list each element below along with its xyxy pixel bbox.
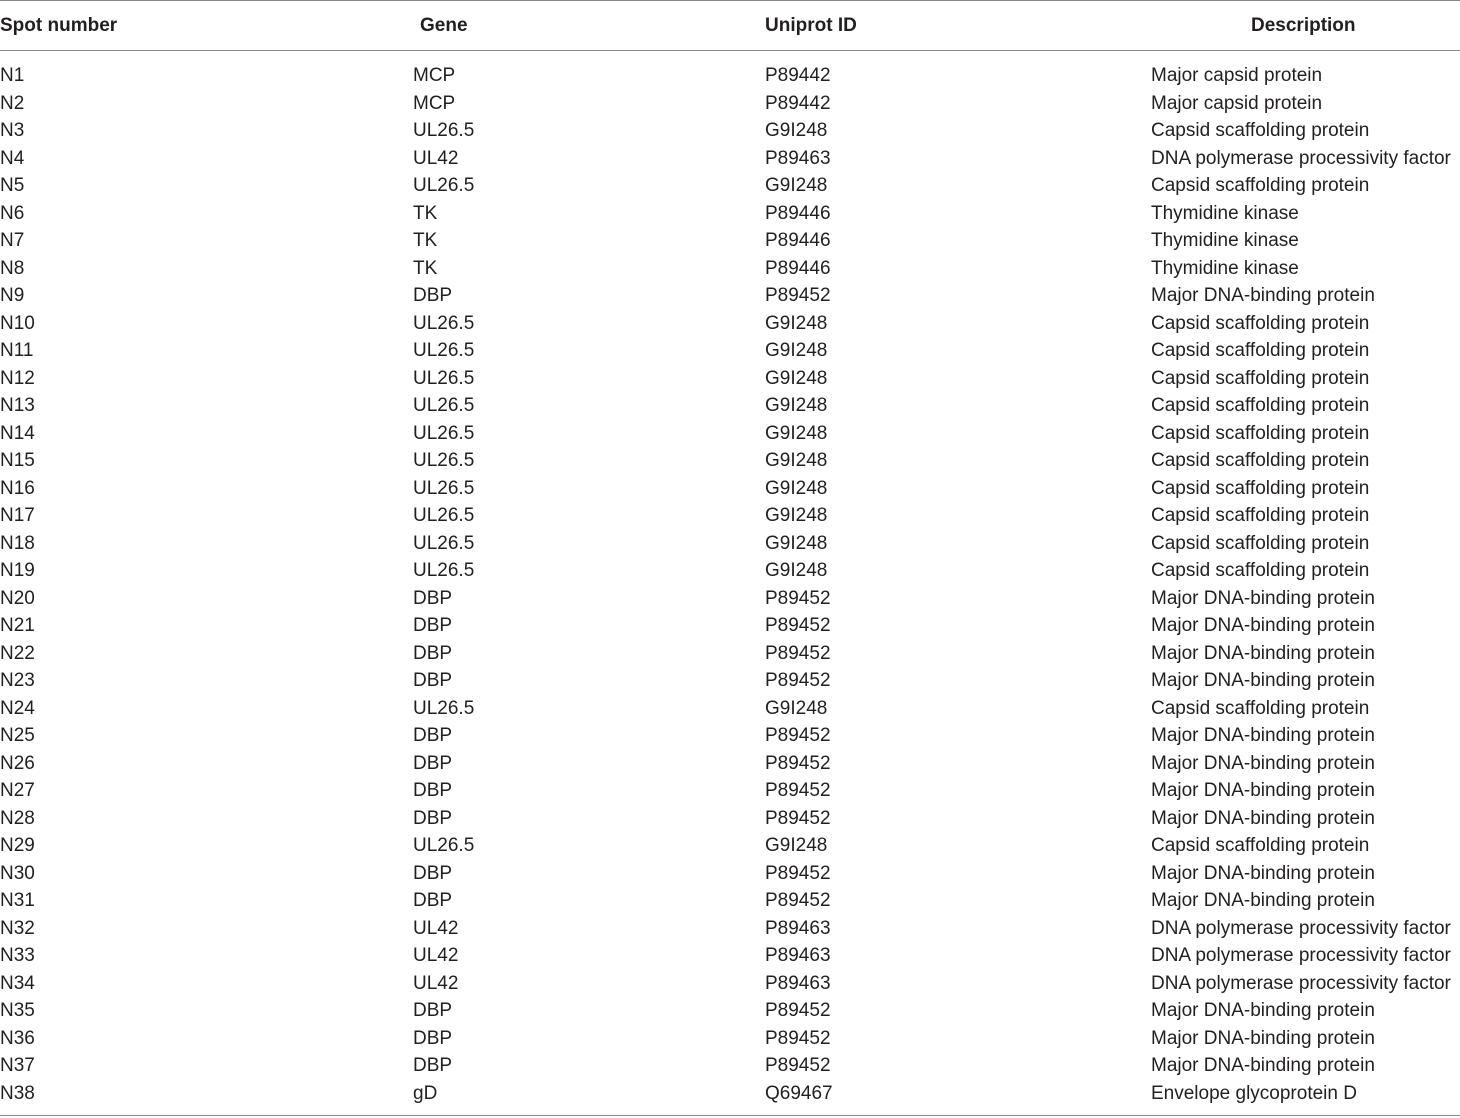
cell-spot-number: N20 [0,587,35,609]
cell-spot-number: N3 [0,120,25,141]
cell-uniprot-id: P89452 [765,725,831,746]
cell-description: Capsid scaffolding protein [1151,560,1370,581]
cell-uniprot-id: P89446 [765,202,831,224]
table-row [0,942,1460,970]
cell-spot-number: N10 [0,312,35,334]
cell-uniprot-id: P89446 [765,230,831,251]
cell-uniprot-id: P89463 [765,945,831,966]
cell-description: Capsid scaffolding protein [1151,340,1370,361]
cell-uniprot-id: P89463 [765,972,831,994]
table-row [0,750,1460,778]
cell-spot-number: N27 [0,780,35,801]
table-header-rule [0,50,1460,51]
cell-gene: DBP [413,1000,453,1021]
cell-uniprot-id: P89452 [765,1055,831,1076]
cell-gene: UL26.5 [413,477,475,499]
cell-spot-number: N34 [0,972,35,994]
table-row [0,695,1460,723]
cell-gene: gD [413,1082,438,1104]
cell-description: Capsid scaffolding protein [1151,312,1370,334]
cell-gene: UL26.5 [413,175,475,196]
table-row [0,915,1460,943]
table-header-row [0,0,1460,50]
cell-gene: DBP [413,615,453,636]
table-row [0,117,1460,145]
cell-uniprot-id: P89446 [765,257,831,279]
cell-description: Major DNA-binding protein [1151,587,1375,609]
cell-spot-number: N26 [0,752,35,774]
cell-spot-number: N2 [0,92,25,114]
cell-spot-number: N30 [0,862,35,884]
cell-description: Capsid scaffolding protein [1151,175,1370,196]
header-description: Description [1251,15,1356,36]
cell-description: Capsid scaffolding protein [1151,450,1370,471]
cell-uniprot-id: G9I248 [765,477,828,499]
cell-gene: UL26.5 [413,422,475,444]
cell-uniprot-id: G9I248 [765,395,828,416]
cell-spot-number: N16 [0,477,35,499]
cell-gene: UL26.5 [413,120,475,141]
header-uniprot-id: Uniprot ID [765,15,857,36]
table-row [0,1025,1460,1053]
cell-gene: UL42 [413,972,459,994]
cell-spot-number: N8 [0,257,25,279]
cell-spot-number: N36 [0,1027,35,1049]
cell-description: Capsid scaffolding protein [1151,395,1370,416]
cell-gene: DBP [413,670,453,691]
cell-uniprot-id: P89452 [765,862,831,884]
cell-spot-number: N35 [0,1000,35,1021]
header-gene: Gene [420,15,468,36]
cell-spot-number: N32 [0,917,35,939]
cell-uniprot-id: P89452 [765,642,831,664]
cell-description: DNA polymerase processivity factor [1151,945,1451,966]
cell-spot-number: N22 [0,642,35,664]
cell-uniprot-id: G9I248 [765,450,828,471]
cell-description: Major DNA-binding protein [1151,725,1375,746]
cell-description: Capsid scaffolding protein [1151,477,1370,499]
cell-uniprot-id: P89452 [765,1000,831,1021]
cell-description: Major DNA-binding protein [1151,862,1375,884]
cell-description: Thymidine kinase [1151,230,1299,251]
cell-description: DNA polymerase processivity factor [1151,972,1451,994]
cell-description: Major DNA-binding protein [1151,615,1375,636]
cell-uniprot-id: G9I248 [765,340,828,361]
cell-description: Major DNA-binding protein [1151,807,1375,829]
cell-spot-number: N12 [0,367,35,389]
table-row [0,475,1460,503]
cell-gene: TK [413,230,438,251]
cell-uniprot-id: P89452 [765,670,831,691]
cell-description: Major DNA-binding protein [1151,1027,1375,1049]
cell-description: Capsid scaffolding protein [1151,505,1370,526]
cell-uniprot-id: P89452 [765,780,831,801]
cell-uniprot-id: G9I248 [765,505,828,526]
cell-spot-number: N15 [0,450,35,471]
cell-description: Capsid scaffolding protein [1151,120,1370,141]
table-row [0,557,1460,585]
cell-uniprot-id: Q69467 [765,1082,833,1104]
cell-gene: DBP [413,1027,453,1049]
cell-gene: DBP [413,285,453,306]
cell-description: DNA polymerase processivity factor [1151,147,1451,169]
cell-gene: MCP [413,65,456,86]
cell-gene: UL26.5 [413,340,475,361]
cell-spot-number: N31 [0,890,35,911]
cell-description: Major DNA-binding protein [1151,890,1375,911]
cell-spot-number: N38 [0,1082,35,1104]
cell-uniprot-id: P89452 [765,752,831,774]
table-row [0,777,1460,805]
table-row [0,420,1460,448]
cell-spot-number: N9 [0,285,25,306]
table-row [0,255,1460,283]
cell-gene: TK [413,257,438,279]
table-row [0,997,1460,1025]
cell-gene: UL26.5 [413,395,475,416]
cell-description: Capsid scaffolding protein [1151,697,1370,719]
cell-uniprot-id: P89452 [765,615,831,636]
cell-uniprot-id: G9I248 [765,697,828,719]
cell-uniprot-id: G9I248 [765,835,828,856]
cell-gene: UL42 [413,945,459,966]
table-row [0,310,1460,338]
cell-gene: UL26.5 [413,450,475,471]
cell-description: Major DNA-binding protein [1151,752,1375,774]
cell-gene: UL26.5 [413,835,475,856]
cell-spot-number: N4 [0,147,25,169]
table-row [0,337,1460,365]
table-row [0,227,1460,255]
cell-gene: DBP [413,587,453,609]
cell-spot-number: N14 [0,422,35,444]
cell-spot-number: N11 [0,340,34,361]
table-row [0,1080,1460,1108]
cell-spot-number: N17 [0,505,35,526]
cell-description: DNA polymerase processivity factor [1151,917,1451,939]
cell-gene: UL42 [413,147,459,169]
cell-spot-number: N6 [0,202,25,224]
cell-gene: DBP [413,780,453,801]
cell-gene: DBP [413,725,453,746]
cell-spot-number: N29 [0,835,35,856]
cell-uniprot-id: P89442 [765,65,831,86]
cell-gene: TK [413,202,438,224]
table-row [0,502,1460,530]
cell-description: Major DNA-binding protein [1151,1000,1375,1021]
cell-uniprot-id: G9I248 [765,560,828,581]
cell-uniprot-id: P89463 [765,147,831,169]
cell-description: Capsid scaffolding protein [1151,532,1370,554]
cell-gene: DBP [413,1055,453,1076]
table-row [0,200,1460,228]
cell-description: Capsid scaffolding protein [1151,367,1370,389]
header-spot-number: Spot number [0,15,118,36]
cell-spot-number: N19 [0,560,35,581]
table-row [0,667,1460,695]
cell-spot-number: N28 [0,807,35,829]
table-row [0,970,1460,998]
table-row [0,365,1460,393]
table-bottom-rule [0,1115,1460,1116]
table-row [0,282,1460,310]
cell-uniprot-id: P89442 [765,92,831,114]
table-row [0,447,1460,475]
cell-spot-number: N37 [0,1055,35,1076]
table-row [0,62,1460,90]
cell-uniprot-id: P89463 [765,917,831,939]
cell-gene: DBP [413,890,453,911]
cell-gene: UL26.5 [413,560,475,581]
table-row [0,887,1460,915]
table-row [0,1052,1460,1080]
cell-description: Major DNA-binding protein [1151,670,1375,691]
table-body [0,62,1460,1107]
cell-description: Capsid scaffolding protein [1151,422,1370,444]
cell-uniprot-id: G9I248 [765,532,828,554]
cell-description: Major capsid protein [1151,92,1323,114]
cell-gene: DBP [413,752,453,774]
cell-gene: DBP [413,642,453,664]
cell-description: Major DNA-binding protein [1151,780,1375,801]
cell-uniprot-id: P89452 [765,285,831,306]
cell-spot-number: N23 [0,670,35,691]
table-row [0,585,1460,613]
cell-gene: UL26.5 [413,532,475,554]
cell-spot-number: N25 [0,725,35,746]
cell-spot-number: N7 [0,230,25,251]
table-row [0,612,1460,640]
table-row [0,722,1460,750]
cell-description: Thymidine kinase [1151,202,1299,224]
table-row [0,90,1460,118]
cell-description: Major capsid protein [1151,65,1323,86]
cell-spot-number: N21 [0,615,35,636]
cell-uniprot-id: P89452 [765,890,831,911]
cell-uniprot-id: G9I248 [765,120,828,141]
cell-spot-number: N24 [0,697,35,719]
cell-description: Major DNA-binding protein [1151,642,1375,664]
cell-gene: DBP [413,807,453,829]
cell-gene: DBP [413,862,453,884]
cell-gene: UL26.5 [413,505,475,526]
cell-description: Major DNA-binding protein [1151,1055,1375,1076]
table-row [0,805,1460,833]
table-row [0,392,1460,420]
cell-description: Thymidine kinase [1151,257,1299,279]
table-row [0,172,1460,200]
cell-uniprot-id: G9I248 [765,312,828,334]
cell-uniprot-id: G9I248 [765,422,828,444]
cell-uniprot-id: P89452 [765,807,831,829]
cell-gene: MCP [413,92,456,114]
cell-uniprot-id: G9I248 [765,367,828,389]
cell-uniprot-id: P89452 [765,1027,831,1049]
table-row [0,832,1460,860]
cell-uniprot-id: G9I248 [765,175,828,196]
cell-spot-number: N1 [0,65,25,86]
cell-gene: UL42 [413,917,459,939]
table-row [0,145,1460,173]
table-row [0,530,1460,558]
cell-spot-number: N5 [0,175,25,196]
cell-spot-number: N13 [0,395,35,416]
cell-gene: UL26.5 [413,367,475,389]
cell-gene: UL26.5 [413,697,475,719]
table-row [0,640,1460,668]
cell-description: Envelope glycoprotein D [1151,1082,1357,1104]
cell-uniprot-id: P89452 [765,587,831,609]
cell-spot-number: N18 [0,532,35,554]
cell-gene: UL26.5 [413,312,475,334]
table-row [0,860,1460,888]
cell-spot-number: N33 [0,945,35,966]
cell-description: Capsid scaffolding protein [1151,835,1370,856]
cell-description: Major DNA-binding protein [1151,285,1375,306]
